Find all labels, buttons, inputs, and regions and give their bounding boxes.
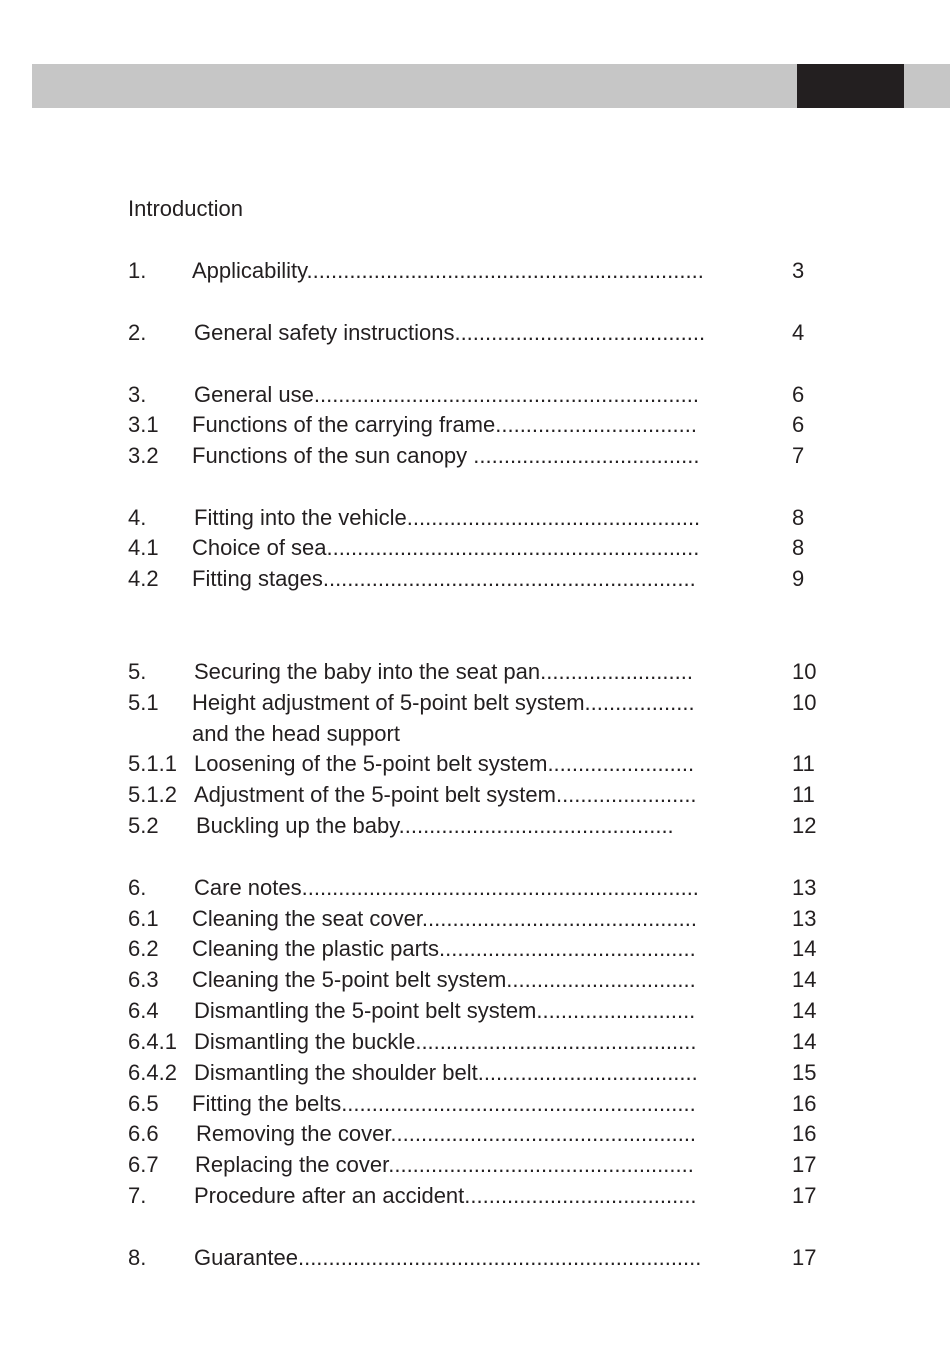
toc-entry-number: 3.: [128, 382, 147, 407]
toc-entry-page: 16: [792, 1091, 817, 1116]
toc-entry: [0, 1152, 950, 1180]
toc-entry-page: 13: [792, 875, 817, 900]
toc-entry: [0, 566, 950, 594]
toc-entry-title: Loosening of the 5-point belt system........................: [194, 751, 695, 776]
toc-entry: [0, 1121, 950, 1149]
toc-entry: [0, 659, 950, 687]
toc-entry-page: 12: [792, 813, 817, 838]
toc-entry: [0, 382, 950, 410]
toc-entry-page: 8: [792, 505, 805, 530]
toc-entry-title: Dismantling the shoulder belt....................................: [194, 1060, 698, 1085]
toc-entry-number: 4.: [128, 505, 147, 530]
toc-entry: [0, 1060, 950, 1088]
toc-entry-number: 5.1.1: [128, 751, 177, 776]
toc-entry: [0, 1091, 950, 1119]
toc-entry-page: 17: [792, 1245, 817, 1270]
toc-entry-title: Fitting the belts..........................................................: [192, 1091, 696, 1116]
toc-entry-number: 1.: [128, 258, 147, 283]
toc-entry-title: Dismantling the 5-point belt system..........................: [194, 998, 696, 1023]
toc-entry-number: 6.4.1: [128, 1029, 177, 1054]
toc-entry: [0, 875, 950, 903]
toc-entry-page: 10: [792, 690, 817, 715]
toc-entry-number: 6.7: [128, 1152, 159, 1177]
toc-entry-page: 9: [792, 566, 805, 591]
toc-entry-page: 16: [792, 1121, 817, 1146]
toc-entry-number: 6.4: [128, 998, 159, 1023]
header-tab-marker: [797, 64, 904, 108]
toc-entry-number: 6.1: [128, 906, 159, 931]
toc-entry-page: 14: [792, 1029, 817, 1054]
toc-entry-number: 5.: [128, 659, 147, 684]
toc-entry-title: Functions of the sun canopy .....................................: [192, 443, 700, 468]
toc-entry-number: 6.2: [128, 936, 159, 961]
toc-entry-title: Adjustment of the 5-point belt system.......................: [194, 782, 697, 807]
toc-entry-title: Choice of sea.............................................................: [192, 535, 700, 560]
toc-entry: [0, 690, 950, 718]
toc-entry: [0, 906, 950, 934]
toc-entry-page: 7: [792, 443, 805, 468]
toc-entry-title: Fitting into the vehicle................................................: [194, 505, 701, 530]
toc-entry-page: 14: [792, 936, 817, 961]
toc-entry-number: 6.3: [128, 967, 159, 992]
toc-entry-title: Dismantling the buckle..............................................: [194, 1029, 697, 1054]
toc-entry-title: General use...............................................................: [194, 382, 699, 407]
toc-entry-title: Replacing the cover..................................................: [195, 1152, 694, 1177]
toc-entry-title: Height adjustment of 5-point belt system..................: [192, 690, 695, 715]
toc-entry-page: 15: [792, 1060, 817, 1085]
toc-entry: [0, 1245, 950, 1273]
toc-entry: [0, 443, 950, 471]
toc-entry: [0, 535, 950, 563]
toc-entry-number: 8.: [128, 1245, 147, 1270]
toc-entry: [0, 967, 950, 995]
toc-entry-number: 6.4.2: [128, 1060, 177, 1085]
toc-entry-page: 3: [792, 258, 805, 283]
toc-entry-page: 14: [792, 967, 817, 992]
toc-entry-page: 4: [792, 320, 805, 345]
toc-entry-title: Buckling up the baby.............................................: [196, 813, 674, 838]
toc-entry-title: Care notes.................................................................: [194, 875, 699, 900]
toc-entry-title: Removing the cover..................................................: [196, 1121, 697, 1146]
toc-entry-number: 3.2: [128, 443, 159, 468]
toc-entry-title: Cleaning the 5-point belt system...............................: [192, 967, 696, 992]
toc-entry: [0, 936, 950, 964]
toc-entry: [0, 721, 950, 749]
toc-entry: [0, 782, 950, 810]
toc-entry-number: 5.2: [128, 813, 159, 838]
toc-entry: [0, 505, 950, 533]
toc-entry-title: Functions of the carrying frame.................................: [192, 412, 697, 437]
toc-entry-page: 13: [792, 906, 817, 931]
toc-entry-page: 10: [792, 659, 817, 684]
toc-entry-number: 5.1.2: [128, 782, 177, 807]
toc-entry-number: 3.1: [128, 412, 159, 437]
toc-entry-number: 6.: [128, 875, 147, 900]
toc-entry-number: 4.1: [128, 535, 159, 560]
toc-entry-title: and the head support: [192, 721, 400, 746]
toc-entry-number: 2.: [128, 320, 147, 345]
toc-entry-title: Fitting stages.............................................................: [192, 566, 696, 591]
toc-entry-number: 4.2: [128, 566, 159, 591]
toc-entry-number: 6.5: [128, 1091, 159, 1116]
toc-entry-title: Securing the baby into the seat pan.........................: [194, 659, 693, 684]
toc-entry-page: 11: [792, 751, 815, 776]
toc-entry-title: Cleaning the plastic parts..........................................: [192, 936, 696, 961]
toc-entry-title: General safety instructions.........................................: [194, 320, 706, 345]
toc-entry-title: Applicability.................................................................: [192, 258, 704, 283]
toc-entry-page: 6: [792, 412, 805, 437]
toc-entry-page: 11: [792, 782, 815, 807]
toc-entry: [0, 813, 950, 841]
toc-entry-page: 8: [792, 535, 805, 560]
intro-heading: Introduction: [128, 196, 243, 221]
toc-entry-page: 17: [792, 1152, 817, 1177]
toc-entry-number: 5.1: [128, 690, 159, 715]
toc-entry-title: Cleaning the seat cover.............................................: [192, 906, 697, 931]
toc-entry: [0, 1183, 950, 1211]
toc-entry-number: 6.6: [128, 1121, 159, 1146]
toc-entry: [0, 751, 950, 779]
toc-entry: [0, 258, 950, 286]
toc-entry: [0, 1029, 950, 1057]
toc-entry-title: Guarantee..................................................................: [194, 1245, 702, 1270]
toc-entry-page: 14: [792, 998, 817, 1023]
toc-entry-page: 17: [792, 1183, 817, 1208]
toc-entry-number: 7.: [128, 1183, 147, 1208]
toc-entry: [0, 998, 950, 1026]
toc-entry-title: Procedure after an accident......................................: [194, 1183, 697, 1208]
toc-entry: [0, 412, 950, 440]
toc-entry: [0, 320, 950, 348]
toc-entry-page: 6: [792, 382, 805, 407]
